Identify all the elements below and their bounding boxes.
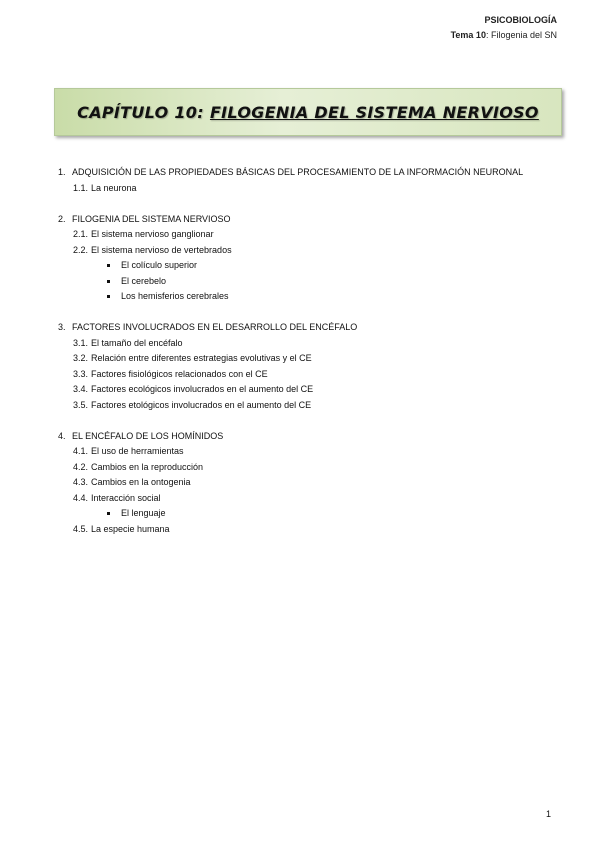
subsection-number: 3.2. — [73, 353, 89, 363]
subsection-title: El uso de herramientas — [91, 446, 184, 456]
subsection-number: 2.2. — [73, 244, 89, 255]
section-number: 2. — [58, 213, 66, 224]
toc-bullet-item — [0, 506, 600, 522]
bullet-icon — [107, 264, 110, 267]
section-title: EL ENCÉFALO DE LOS HOMÍNIDOS — [72, 430, 224, 441]
page-number: 1 — [546, 809, 552, 819]
subsection-number: 4.1. — [73, 446, 89, 456]
section-number: 4. — [58, 430, 66, 441]
section-title: FILOGENIA DEL SISTEMA NERVIOSO — [72, 213, 231, 224]
header-topic-label: Tema 10 — [450, 30, 486, 40]
subsection-number: 4.3. — [73, 477, 89, 487]
subsection-title: La especie humana — [91, 523, 170, 534]
header-topic-title: : Filogenia del SN — [485, 30, 557, 40]
subsection-title: Relación entre diferentes estrategias evolutivas y el CE — [91, 353, 312, 363]
subsection-title: El sistema nervioso ganglionar — [91, 229, 214, 239]
subsection-number: 2.1. — [73, 229, 89, 239]
bullet-icon — [107, 280, 110, 283]
toc-subsection — [0, 398, 600, 414]
section-title: ADQUISICIÓN DE LAS PROPIEDADES BÁSICAS DEL PROCESAMIENTO DE LA INFORMACIÓN NEURONAL — [72, 167, 524, 177]
subsection-title: Factores ecológicos involucrados en el aumento del CE — [91, 384, 314, 394]
toc-subsection — [0, 460, 600, 476]
toc-subsection — [0, 444, 600, 460]
bullet-text: Los hemisferios cerebrales — [121, 291, 229, 301]
subsection-number: 4.2. — [73, 461, 89, 472]
toc-subsection — [0, 491, 600, 507]
subsection-title: Factores etológicos involucrados en el aumento del CE — [91, 399, 312, 410]
toc-subsection — [0, 181, 600, 197]
toc-subsection — [0, 522, 600, 538]
spacer — [0, 413, 600, 429]
subsection-number: 3.1. — [73, 337, 89, 348]
subsection-title: Factores fisiológicos relacionados con el CE — [91, 368, 268, 379]
toc-subsection — [0, 351, 600, 367]
spacer — [0, 196, 600, 212]
chapter-title-prefix: CAPÍTULO 10: — [77, 102, 204, 122]
subsection-number: 1.1. — [73, 182, 89, 193]
toc-section — [0, 165, 600, 181]
toc-section — [0, 212, 600, 228]
toc-subsection — [0, 367, 600, 383]
subsection-title: El tamaño del encéfalo — [91, 337, 183, 348]
spacer — [0, 305, 600, 321]
chapter-title-box — [54, 88, 562, 136]
toc-subsection — [0, 336, 600, 352]
subsection-title: El sistema nervioso de vertebrados — [91, 244, 232, 255]
toc-bullet-item — [0, 274, 600, 290]
toc-bullet-item — [0, 289, 600, 305]
table-of-contents — [0, 165, 600, 537]
toc-section — [0, 429, 600, 445]
toc-bullet-item — [0, 258, 600, 274]
header-subject: PSICOBIOLOGÍA — [484, 15, 557, 25]
subsection-number: 3.3. — [73, 368, 89, 379]
bullet-icon — [107, 295, 110, 298]
bullet-text: El lenguaje — [121, 508, 166, 518]
toc-subsection — [0, 243, 600, 259]
subsection-number: 3.4. — [73, 384, 89, 394]
toc-section — [0, 320, 600, 336]
bullet-text: El cerebelo — [121, 275, 167, 286]
subsection-number: 4.4. — [73, 492, 89, 503]
section-title: FACTORES INVOLUCRADOS EN EL DESARROLLO DEL ENCÉFALO — [72, 322, 358, 332]
section-number: 3. — [58, 322, 66, 332]
subsection-title: Cambios en la ontogenia — [91, 477, 191, 487]
bullet-icon — [107, 512, 110, 515]
subsection-title: Interacción social — [91, 492, 161, 503]
subsection-title: Cambios en la reproducción — [91, 461, 204, 472]
section-number: 1. — [58, 167, 66, 177]
bullet-text: El colículo superior — [121, 260, 198, 270]
toc-subsection — [0, 382, 600, 398]
subsection-number: 3.5. — [73, 399, 89, 410]
toc-subsection — [0, 227, 600, 243]
header-topic — [451, 30, 557, 40]
subsection-title: La neurona — [91, 182, 137, 193]
toc-subsection — [0, 475, 600, 491]
chapter-title-main: FILOGENIA DEL SISTEMA NERVIOSO — [209, 102, 539, 122]
chapter-title — [77, 103, 539, 122]
subsection-number: 4.5. — [73, 523, 89, 534]
